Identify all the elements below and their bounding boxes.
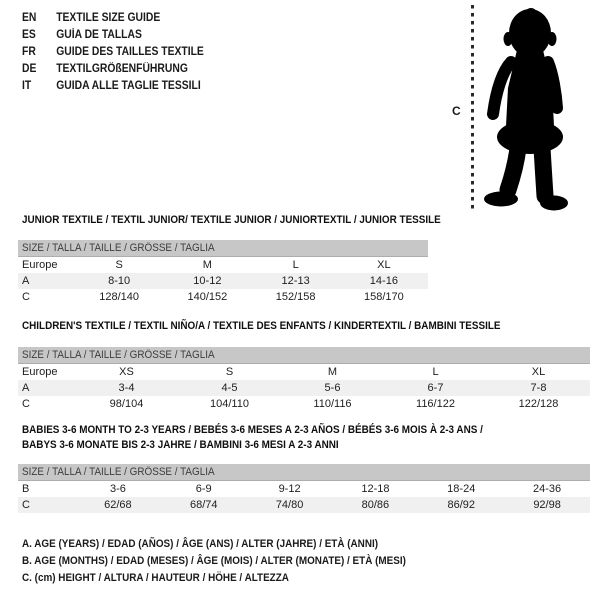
row-label: A <box>22 275 30 287</box>
language-row-de <box>22 61 204 78</box>
table-cell: 74/80 <box>275 499 304 511</box>
language-label: GUÍA DE TALLAS <box>56 29 142 41</box>
table-cell: 110/116 <box>313 398 352 410</box>
table-cell: 122/128 <box>518 398 559 410</box>
language-title-list <box>22 10 224 95</box>
table-cell: 98/104 <box>109 398 144 410</box>
language-row-it <box>22 78 204 95</box>
size-header-bar <box>18 464 590 481</box>
language-label: TEXTILGRÖßENFÜHRUNG <box>56 63 188 75</box>
table-cell: 6-7 <box>427 382 444 394</box>
table-cell: S <box>225 366 234 378</box>
table-cell: 10-12 <box>193 275 222 287</box>
language-code: DE <box>22 63 37 75</box>
baby-silhouette-shapes <box>484 8 568 211</box>
table-cell: 14-16 <box>369 275 398 287</box>
table-cell: L <box>432 366 439 378</box>
table-cell: S <box>115 259 123 271</box>
table-row <box>18 396 590 412</box>
table-cell: 116/122 <box>416 398 455 410</box>
table-cell: 3-6 <box>109 483 126 495</box>
footnote-a: A. AGE (YEARS) / EDAD (AÑOS) / ÂGE (ANS) / ALTER (JAHRE) / ETÀ (ANNI) <box>22 538 379 550</box>
height-measure-label: C <box>452 104 461 118</box>
table-cell: XL <box>531 366 546 378</box>
table-cell: 104/110 <box>210 398 249 410</box>
row-label: C <box>22 499 30 511</box>
table-row <box>18 364 590 380</box>
height-measure-dashed-line <box>471 5 474 212</box>
table-row <box>18 481 590 497</box>
section-heading-junior <box>22 213 487 228</box>
table-cell: 86/92 <box>447 499 475 511</box>
language-row-fr <box>22 44 204 61</box>
table-cell: 68/74 <box>189 499 218 511</box>
section-heading-text: CHILDREN'S TEXTILE / TEXTIL NIÑO/A / TEXTILE DES ENFANTS / KINDERTEXTIL / BAMBINI TESSILE <box>22 320 501 332</box>
table-cell: 3-4 <box>118 382 135 394</box>
section-heading-text-line1: BABIES 3-6 MONTH TO 2-3 YEARS / BEBÉS 3-6 MESES A 2-3 AÑOS / BÉBÉS 3-6 MOIS À 2-3 ANS / <box>22 424 483 436</box>
size-header-text: SIZE / TALLA / TAILLE / GRÖSSE / TAGLIA <box>22 466 215 478</box>
size-header-text: SIZE / TALLA / TAILLE / GRÖSSE / TAGLIA <box>22 349 215 361</box>
language-row-es <box>22 27 204 44</box>
size-header-bar <box>18 240 428 257</box>
section-heading-children <box>22 319 554 334</box>
footnote-b: B. AGE (MONTHS) / EDAD (MESES) / ÂGE (MOIS) / ALTER (MONATE) / ETÀ (MESI) <box>22 555 406 567</box>
children-size-table <box>18 347 590 412</box>
table-cell: 24-36 <box>533 483 562 495</box>
table-cell: 140/152 <box>187 291 228 303</box>
language-label: GUIDA ALLE TAGLIE TESSILI <box>56 80 201 92</box>
table-cell: XL <box>377 259 391 271</box>
language-label: TEXTILE SIZE GUIDE <box>56 12 161 24</box>
table-row <box>18 257 428 273</box>
table-cell: M <box>327 366 338 378</box>
table-cell: 62/68 <box>104 499 132 511</box>
table-row <box>18 273 428 289</box>
row-label: Europe <box>22 366 58 378</box>
section-heading-text: JUNIOR TEXTILE / TEXTIL JUNIOR/ TEXTILE JUNIOR / JUNIORTEXTIL / JUNIOR TESSILE <box>22 214 441 226</box>
table-cell: 8-10 <box>108 275 131 287</box>
language-code: FR <box>22 46 36 58</box>
table-row <box>18 497 590 513</box>
footnotes <box>22 536 449 587</box>
table-cell: 6-9 <box>195 483 212 495</box>
table-cell: 18-24 <box>447 483 476 495</box>
table-cell: 7-8 <box>530 382 547 394</box>
row-label: B <box>22 483 30 495</box>
size-header-bar <box>18 347 590 364</box>
row-label: A <box>22 382 30 394</box>
baby-silhouette-image <box>481 6 586 212</box>
section-heading-text-line2: BABYS 3-6 MONATE BIS 2-3 JAHRE / BAMBINI 3-6 MESI A 2-3 ANNI <box>22 439 339 451</box>
row-label: C <box>22 398 30 410</box>
table-cell: 12-13 <box>281 275 310 287</box>
table-cell: 12-18 <box>361 483 390 495</box>
table-row <box>18 380 590 396</box>
table-cell: 9-12 <box>278 483 301 495</box>
table-cell: M <box>202 259 212 271</box>
row-label: C <box>22 291 30 303</box>
babies-size-table <box>18 464 590 513</box>
table-cell: L <box>292 259 299 271</box>
language-code: EN <box>22 12 37 24</box>
table-cell: 80/86 <box>361 499 390 511</box>
table-cell: 158/170 <box>363 291 404 303</box>
section-heading-babies <box>22 423 534 453</box>
table-cell: 152/158 <box>275 291 316 303</box>
table-cell: 128/140 <box>99 291 139 303</box>
language-code: ES <box>22 29 36 41</box>
language-row-en <box>22 10 204 27</box>
table-cell: XS <box>119 366 134 378</box>
table-cell: 5-6 <box>324 382 341 394</box>
language-code: IT <box>22 80 32 92</box>
junior-size-table <box>18 240 428 305</box>
table-row <box>18 289 428 305</box>
row-label: Europe <box>22 259 58 271</box>
footnote-c: C. (cm) HEIGHT / ALTURA / HAUTEUR / HÖHE / ALTEZZA <box>22 572 289 584</box>
size-header-text: SIZE / TALLA / TAILLE / GRÖSSE / TAGLIA <box>22 242 215 254</box>
table-cell: 4-5 <box>221 382 238 394</box>
language-label: GUIDE DES TAILLES TEXTILE <box>56 46 204 58</box>
table-cell: 92/98 <box>533 499 561 511</box>
